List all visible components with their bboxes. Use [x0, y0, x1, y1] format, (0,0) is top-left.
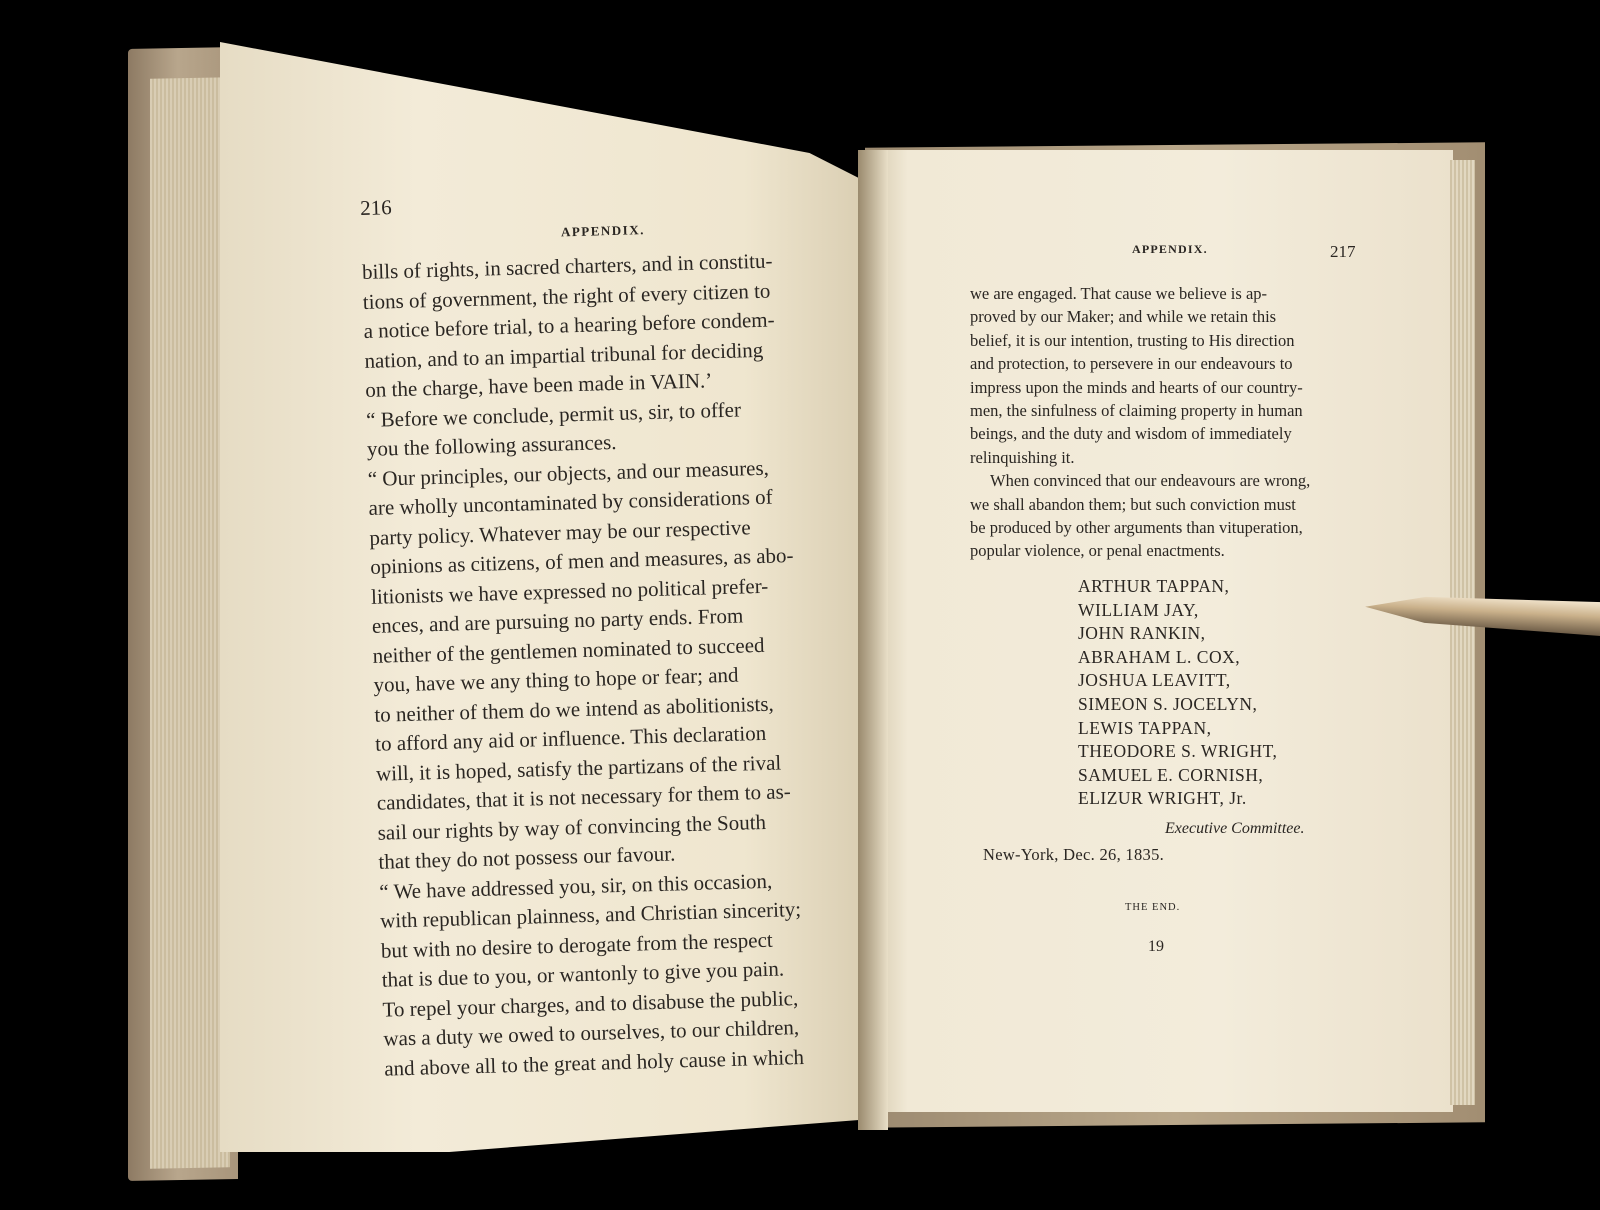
text-line: to neither of them do we intend as abolitionists, — [374, 691, 775, 727]
text-line: litionists we have expressed no political prefer- — [370, 573, 769, 609]
text-line: will, it is hoped, satisfy the partizans of the rival — [375, 749, 782, 786]
text-line: on the charge, have been made in VAIN.’ — [364, 368, 713, 402]
signatory-name: THEODORE S. WRIGHT, — [1078, 741, 1278, 762]
place-date-line: New-York, Dec. 26, 1835. — [983, 845, 1165, 864]
running-head-left: APPENDIX. — [560, 222, 646, 240]
signatory-name: JOSHUA LEAVITT, — [1078, 670, 1231, 691]
text-line: we shall abandon them; but such conviction must — [970, 494, 1296, 514]
text-line: and protection, to persevere in our endeavours to — [970, 354, 1293, 374]
signature-mark: 19 — [1148, 938, 1164, 955]
text-line: that is due to you, or wantonly to give you pain. — [381, 956, 785, 992]
right-page-body — [970, 282, 1355, 563]
text-line: you the following assurances. — [366, 429, 617, 461]
text-line: When convinced that our endeavours are wrong, — [990, 471, 1311, 491]
text-line: men, the sinfulness of claiming property in human — [970, 400, 1303, 420]
text-line: candidates, that it is not necessary for them to as- — [376, 779, 792, 815]
text-line: opinions as citizens, of men and measures, as abo- — [369, 543, 794, 579]
text-line: a notice before trial, to a hearing before condem- — [363, 307, 775, 343]
text-line: be produced by other arguments than vituperation, — [970, 517, 1303, 537]
text-line: neither of the gentlemen nominated to succeed — [372, 632, 765, 668]
text-line: proved by our Maker; and while we retain this — [970, 307, 1277, 327]
signatory-list — [1078, 575, 1277, 811]
text-line: “ Our principles, our objects, and our measures, — [367, 455, 770, 491]
text-line: “ Before we conclude, permit us, sir, to offer — [365, 396, 742, 432]
text-line: and above all to the great and holy cause in which — [383, 1044, 805, 1081]
signatory-name: ARTHUR TAPPAN, — [1078, 576, 1230, 596]
page-number-right: 217 — [1330, 242, 1356, 261]
text-line: party policy. Whatever may be our respective — [369, 514, 751, 550]
text-line: was a duty we owed to ourselves, to our children, — [383, 1015, 800, 1051]
signatory-name: ABRAHAM L. COX, — [1078, 646, 1241, 667]
text-line: but with no desire to derogate from the respect — [380, 927, 774, 963]
signatory-name: SIMEON S. JOCELYN, — [1078, 693, 1258, 714]
text-line: you, have we any thing to hope or fear; and — [373, 662, 739, 697]
signatory-name: ELIZUR WRIGHT, Jr. — [1078, 788, 1247, 809]
text-line: ences, and are pursuing no party ends. From — [371, 603, 744, 638]
committee-label: Executive Committee. — [1165, 820, 1305, 837]
text-line: belief, it is our intention, trusting to His direction — [970, 330, 1295, 350]
text-line: bills of rights, in sacred charters, and in constitu- — [361, 248, 773, 284]
page-number-left: 216 — [359, 195, 393, 220]
text-line: with republican plainness, and Christian sincerity; — [379, 896, 802, 933]
text-line: beings, and the duty and wisdom of immediately — [970, 424, 1292, 444]
running-head-right: APPENDIX. — [1132, 242, 1208, 256]
text-line: that they do not possess our favour. — [378, 841, 676, 874]
text-line: relinquishing it. — [970, 447, 1075, 467]
text-line: impress upon the minds and hearts of our country- — [970, 377, 1303, 397]
signatory-name: WILLIAM JAY, — [1078, 599, 1199, 620]
text-line: “ We have addressed you, sir, on this occasion, — [378, 868, 773, 904]
text-line: we are engaged. That cause we believe is ap- — [970, 284, 1268, 303]
the-end-label: THE END. — [1125, 902, 1181, 913]
signatory-name: JOHN RANKIN, — [1078, 623, 1206, 644]
signatory-name: SAMUEL E. CORNISH, — [1078, 764, 1264, 785]
text-line: sail our rights by way of convincing the South — [377, 809, 767, 845]
text-line: are wholly uncontaminated by considerations of — [368, 484, 773, 520]
left-page-body — [362, 245, 845, 1084]
text-line: to afford any aid or influence. This declaration — [374, 720, 767, 756]
signatory-name: LEWIS TAPPAN, — [1078, 717, 1212, 738]
text-line: popular violence, or penal enactments. — [970, 541, 1225, 561]
text-line: tions of government, the right of every citizen to — [362, 278, 771, 314]
text-line: nation, and to an impartial tribunal for deciding — [364, 337, 764, 373]
text-line: To repel your charges, and to disabuse the public, — [382, 985, 799, 1022]
